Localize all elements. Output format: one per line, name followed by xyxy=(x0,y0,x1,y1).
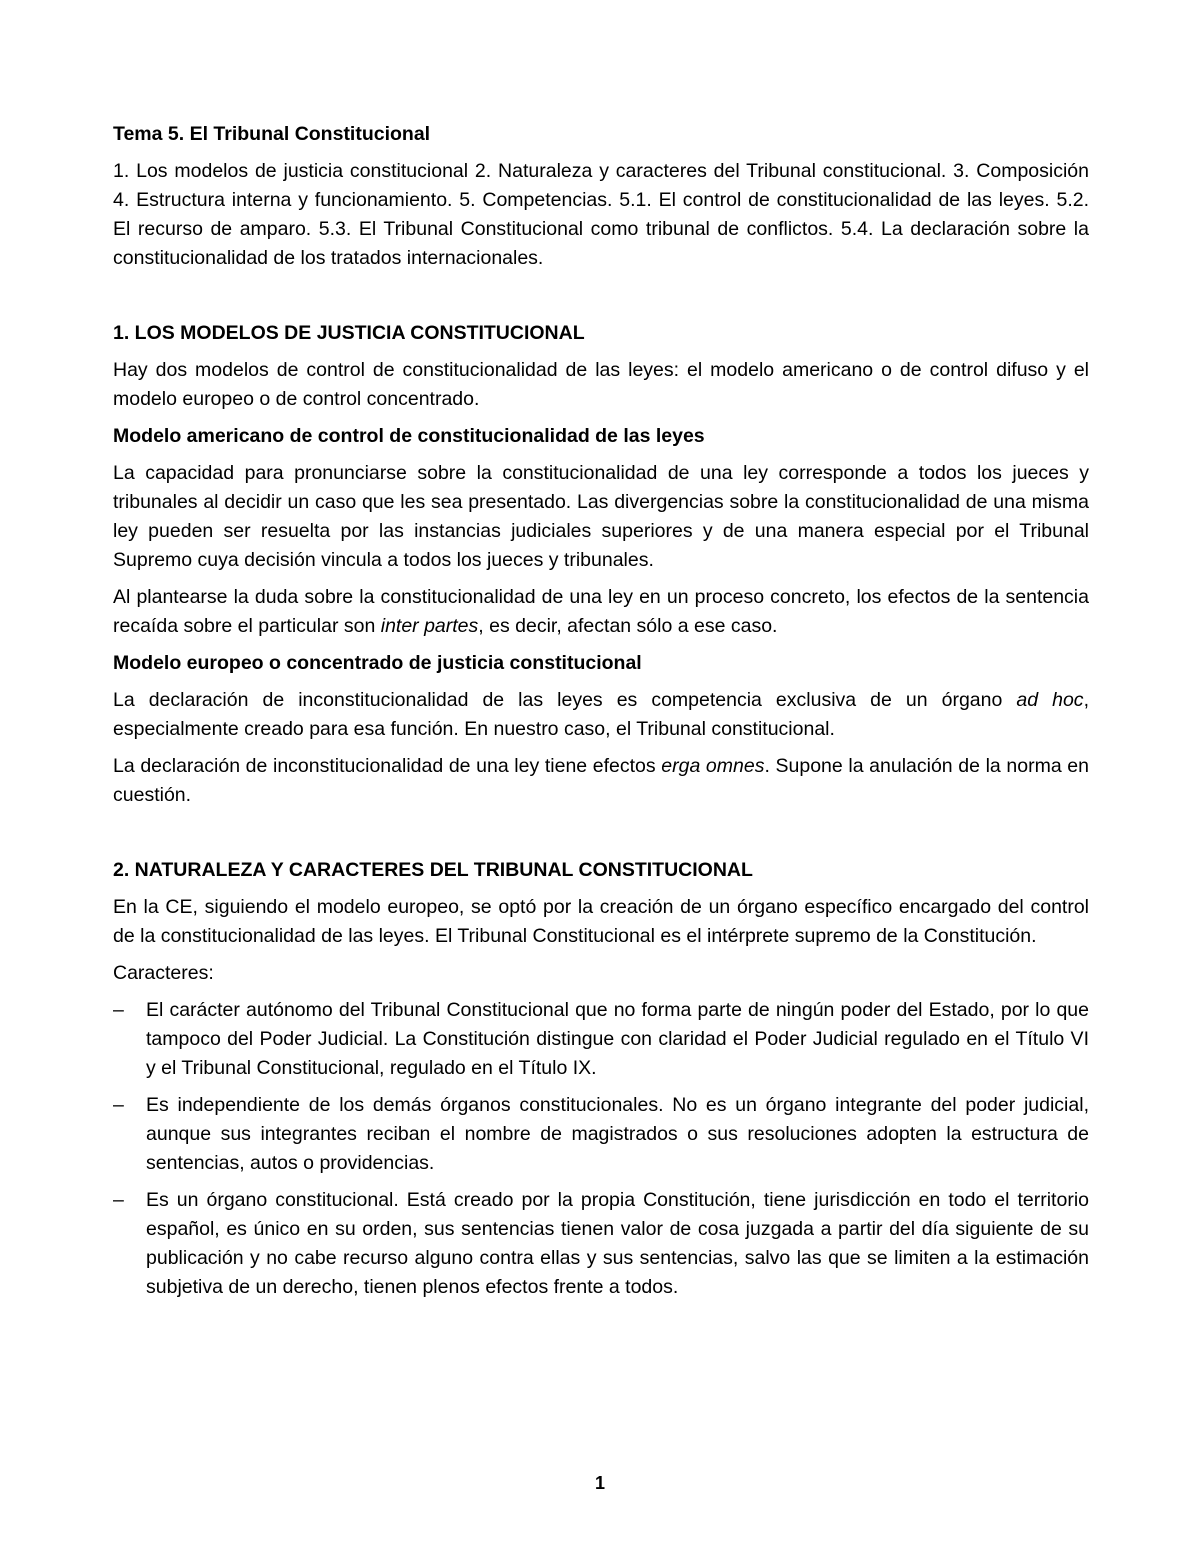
page-number: 1 xyxy=(594,1473,605,1493)
caracteres-label: Caracteres: xyxy=(113,962,214,984)
european-p2-text-end: . Supone la anulación de la norma en cuestión. xyxy=(113,755,1089,806)
list-item-text: Es independiente de los demás órganos constitucionales. No es un órgano integrante del poder judicial, aunque sus integrantes reciban el nombre de magistrados o sus resoluciones adopten la estructura de sentencias, autos o providencias. xyxy=(146,1094,1089,1174)
european-model-heading: Modelo europeo o concentrado de justicia constitucional xyxy=(113,652,642,674)
section-2-intro: En la CE, siguiendo el modelo europeo, se optó por la creación de un órgano específico encargado del control de la constitucionalidad de las leyes. El Tribunal Constitucional es el intérprete supremo de la Constitución. xyxy=(113,896,1089,947)
dash-bullet-icon: – xyxy=(113,1189,124,1211)
american-p2-text-start: Al plantearse la duda sobre la constitucionalidad de una ley en un proceso concreto, los efectos de la sentencia recaída sobre el particular son xyxy=(113,586,1089,637)
list-item-text: El carácter autónomo del Tribunal Constitucional que no forma parte de ningún poder del Estado, por lo que tampoco del Poder Judicial. La Constitución distingue con claridad el Poder Judicial regulado en el Título VI y el Tribunal Constitucional, regulado en el Título IX. xyxy=(146,999,1089,1079)
section-1-intro: Hay dos modelos de control de constitucionalidad de las leyes: el modelo americano o de control difuso y el modelo europeo o de control concentrado. xyxy=(113,359,1089,410)
topic-summary: 1. Los modelos de justicia constitucional 2. Naturaleza y caracteres del Tribunal constitucional. 3. Composición 4. Estructura interna y funcionamiento. 5. Competencias. 5.1. El control de constitucionalidad de las leyes. 5.2. El recurso de amparo. 5.3. El Tribunal Constitucional como tribunal de conflictos. 5.4. La declaración sobre la constitucionalidad de los tratados internacionales. xyxy=(113,160,1089,269)
american-model-paragraph-1: La capacidad para pronunciarse sobre la constitucionalidad de una ley corresponde a todos los jueces y tribunales al decidir un caso que les sea presentado. Las divergencias sobre la constitucionalidad de una misma ley pueden ser resuelta por las instancias judiciales superiores y de una manera especial por el Tribunal Supremo cuya decisión vincula a todos los jueces y tribunales. xyxy=(113,462,1089,571)
european-model-paragraph-1 xyxy=(113,686,1089,744)
ad-hoc-term: ad hoc xyxy=(1016,689,1084,711)
dash-bullet-icon: – xyxy=(113,999,124,1021)
list-item xyxy=(113,1186,1089,1302)
section-2-heading: 2. NATURALEZA Y CARACTERES DEL TRIBUNAL CONSTITUCIONAL xyxy=(113,859,753,881)
american-p2-text-end: , es decir, afectan sólo a ese caso. xyxy=(478,615,778,637)
european-model-paragraph-2 xyxy=(113,752,1089,810)
list-item xyxy=(113,1091,1089,1178)
dash-bullet-icon: – xyxy=(113,1094,124,1116)
erga-omnes-term: erga omnes xyxy=(661,755,765,777)
caracteres-list xyxy=(113,996,1089,1302)
list-item xyxy=(113,996,1089,1083)
american-model-heading: Modelo americano de control de constitucionalidad de las leyes xyxy=(113,425,705,447)
section-1-heading: 1. LOS MODELOS DE JUSTICIA CONSTITUCIONAL xyxy=(113,322,585,344)
american-model-paragraph-2 xyxy=(113,583,1089,641)
european-p1-text-start: La declaración de inconstitucionalidad de las leyes es competencia exclusiva de un órgano xyxy=(113,689,1017,711)
document-body xyxy=(113,120,1089,1310)
list-item-text: Es un órgano constitucional. Está creado por la propia Constitución, tiene jurisdicción en todo el territorio español, es único en su orden, sus sentencias tienen valor de cosa juzgada a partir del día siguiente de su publicación y no cabe recurso alguno contra ellas y sus sentencias, salvo las que se limiten a la estimación subjetiva de un derecho, tienen plenos efectos frente a todos. xyxy=(146,1189,1089,1298)
inter-partes-term: inter partes xyxy=(380,615,479,637)
european-p1-text-end: , especialmente creado para esa función. En nuestro caso, el Tribunal constitucional. xyxy=(113,689,1089,740)
document-title: Tema 5. El Tribunal Constitucional xyxy=(113,123,431,145)
european-p2-text-start: La declaración de inconstitucionalidad de una ley tiene efectos xyxy=(113,755,662,777)
